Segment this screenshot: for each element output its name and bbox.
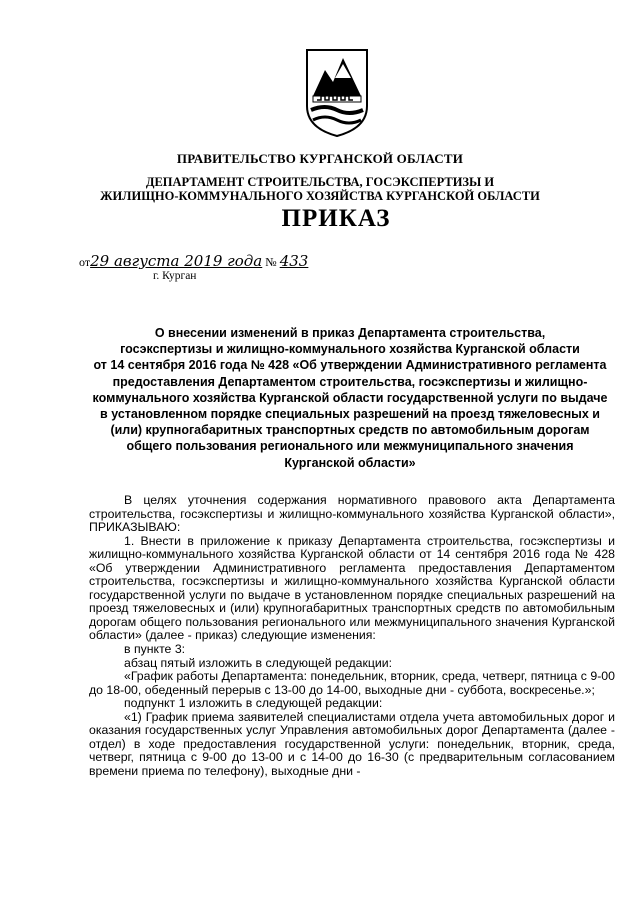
body-paragraph: в пункте 3: (124, 642, 186, 657)
department-line: ЖИЛИЩНО-КОММУНАЛЬНОГО ХОЗЯЙСТВА КУРГАНСКОЙ ОБЛАСТИ (100, 189, 540, 203)
title-line: от 14 сентября 2016 года № 428 «Об утверждении Административного регламента (93, 358, 607, 373)
document-type-heading: ПРИКАЗ (281, 205, 391, 232)
coat-of-arms-emblem (305, 48, 369, 138)
government-name: ПРАВИТЕЛЬСТВО КУРГАНСКОЙ ОБЛАСТИ (176, 151, 464, 166)
title-line: в установленном порядке специальных разрешений на проезд тяжеловесных и (100, 407, 600, 422)
order-title (60, 325, 640, 471)
date-number-line (79, 252, 308, 270)
handwritten-number: 433 (279, 252, 309, 270)
title-line: коммунального хозяйства Курганской области государственной услуги по выдаче (92, 390, 608, 405)
handwritten-date: 29 августа 2019 года (90, 252, 263, 270)
title-line: предоставления Департаментом строительства, госэкспертизы и жилищно- (112, 374, 588, 389)
body-paragraph: абзац пятый изложить в следующей редакции: (124, 655, 393, 670)
body-paragraph: В целях уточнения содержания нормативного правового акта Департамента строительства, госэкспертизы и жилищно-коммунального хозяйства Курганской области», ПРИКАЗЫВАЮ: (89, 493, 615, 535)
number-label: № (265, 255, 277, 269)
city-name: г. Курган (153, 270, 197, 282)
title-line: (или) крупногабаритных транспортных средств по автомобильным дорогам (110, 423, 590, 438)
department-line: ДЕПАРТАМЕНТ СТРОИТЕЛЬСТВА, ГОСЭКСПЕРТИЗЫ И (145, 175, 495, 189)
title-line: О внесении изменений в приказ Департамента строительства, (154, 326, 546, 340)
body-paragraph: «1) График приема заявителей специалистами отдела учета автомобильных дорог и оказания государственных услуг Управления автомобильных дорог Департамента (далее - отдел) в ходе предоставления государственной услуги: понедельник, вторник, среда, четверг, пятница с 9-00 до 13-00 и с 14-00 до 16-30 (с предварительным согласованием времени приема по телефону), выходные дни - (89, 709, 615, 778)
from-label: от (79, 255, 91, 269)
department-name (0, 175, 640, 203)
body-paragraph: «График работы Департамента: понедельник, вторник, среда, четверг, пятница с 9-00 до 18-00, обеденный перерыв с 13-00 до 14-00, выходные дни - суббота, воскресенье.»; (89, 669, 615, 697)
title-line: госэкспертизы и жилищно-коммунального хозяйства Курганской области (120, 342, 580, 357)
body-paragraph: подпункт 1 изложить в следующей редакции: (124, 696, 383, 711)
order-body (89, 494, 615, 778)
title-line: Курганской области» (284, 455, 416, 470)
title-line: общего пользования регионального или межмуниципального значения (126, 439, 574, 454)
body-paragraph: 1. Внести в приложение к приказу Департамента строительства, госэкспертизы и жилищно-коммунального хозяйства Курганской области от 14 сентября 2016 года № 428 «Об утверждении Административного регламента предоставления Департаментом строительства, госэкспертизы и жилищно-коммунального хозяйства Курганской области государственной услуги по выдаче в установленном порядке специальных разрешений на проезд тяжеловесных и (или) крупногабаритных транспортных средств по автомобильным дорогам общего пользования регионального или межмуниципального значения Курганской области» (далее - приказ) следующие изменения: (89, 533, 615, 643)
